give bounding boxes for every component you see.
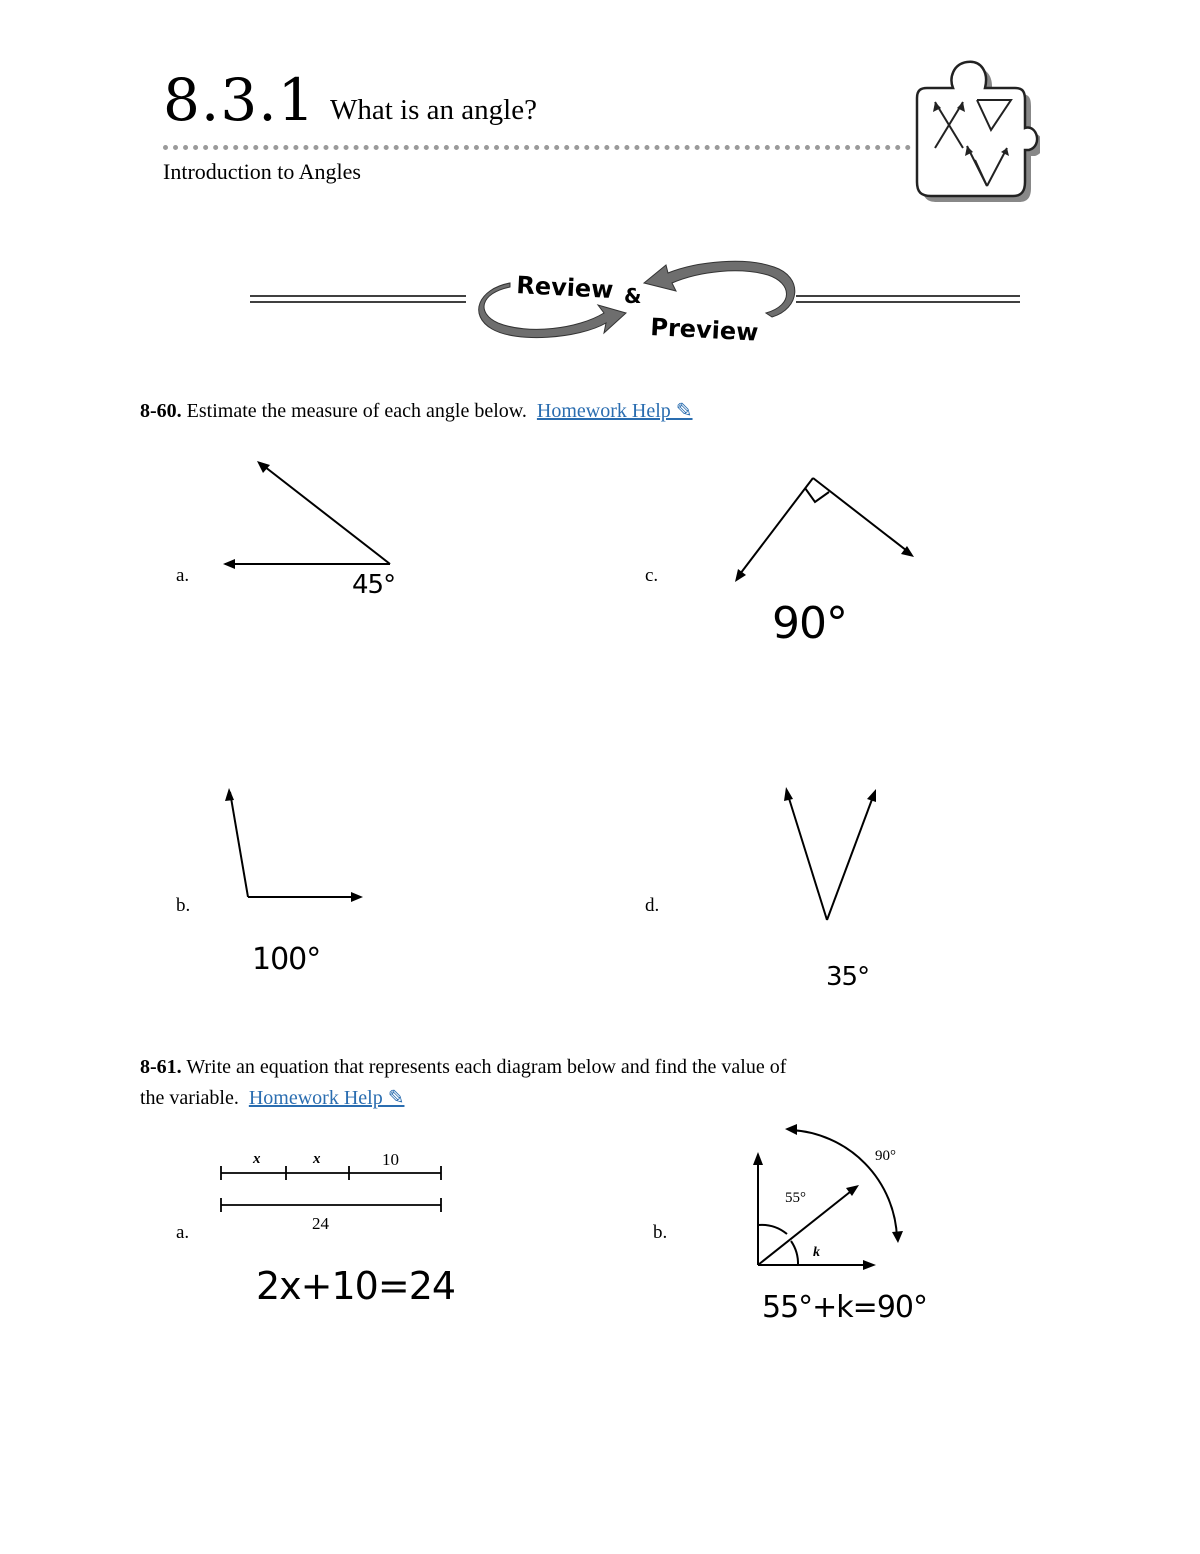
problem-text: Write an equation that represents each diagram below and find the value of: [186, 1056, 787, 1078]
part-label: c.: [645, 565, 659, 586]
inner-angle-label: 55°: [785, 1190, 806, 1206]
handwritten-answer: 35°: [826, 962, 870, 992]
banner-ampersand: &: [624, 284, 642, 308]
problem-line-1: [140, 1052, 786, 1083]
homework-help-link[interactable]: Homework Help ✎: [536, 400, 693, 422]
handwritten-answer: 2x+10=24: [256, 1264, 456, 1308]
segment-diagram: [215, 1145, 450, 1235]
part-label: b.: [176, 895, 191, 916]
problem-8-60-statement: [140, 396, 693, 427]
angle-d-diagram: [775, 780, 885, 925]
puzzle-piece-icon: [905, 50, 1040, 205]
banner-review-text: Review: [515, 271, 615, 305]
part-label: a.: [176, 1222, 190, 1243]
problem-line-2: [140, 1083, 786, 1114]
segment-label: x: [253, 1151, 261, 1167]
handwritten-answer: 100°: [252, 942, 321, 977]
review-preview-banner: [248, 255, 1023, 350]
problem-text: the variable.: [140, 1087, 239, 1109]
banner-preview-text: Preview: [649, 313, 760, 347]
angle-b-diagram: [215, 780, 375, 905]
lesson-subtitle: Introduction to Angles: [163, 159, 361, 184]
handwritten-answer: 45°: [352, 570, 396, 600]
angle-sum-diagram: [745, 1120, 920, 1275]
dotted-divider: [163, 145, 911, 150]
problem-number: 8-60.: [140, 400, 182, 422]
problem-number: 8-61.: [140, 1056, 182, 1078]
angle-a-diagram: [215, 455, 415, 585]
problem-8-61-statement: [140, 1052, 786, 1114]
handwritten-answer: 55°+k=90°: [762, 1290, 927, 1325]
angle-c-diagram: [725, 470, 925, 590]
total-length-label: 24: [312, 1214, 329, 1233]
lesson-title: What is an angle?: [330, 94, 537, 126]
problem-text: Estimate the measure of each angle below.: [186, 400, 527, 422]
part-label: a.: [176, 565, 190, 586]
segment-label: 10: [382, 1150, 399, 1169]
part-label: b.: [653, 1222, 668, 1243]
lesson-number: 8.3.1: [163, 66, 316, 134]
part-label: d.: [645, 895, 660, 916]
outer-angle-label: 90°: [875, 1148, 896, 1164]
homework-help-link[interactable]: Homework Help ✎: [248, 1087, 405, 1109]
variable-label: k: [813, 1245, 820, 1260]
segment-label: x: [313, 1151, 321, 1167]
handwritten-answer: 90°: [772, 598, 847, 649]
